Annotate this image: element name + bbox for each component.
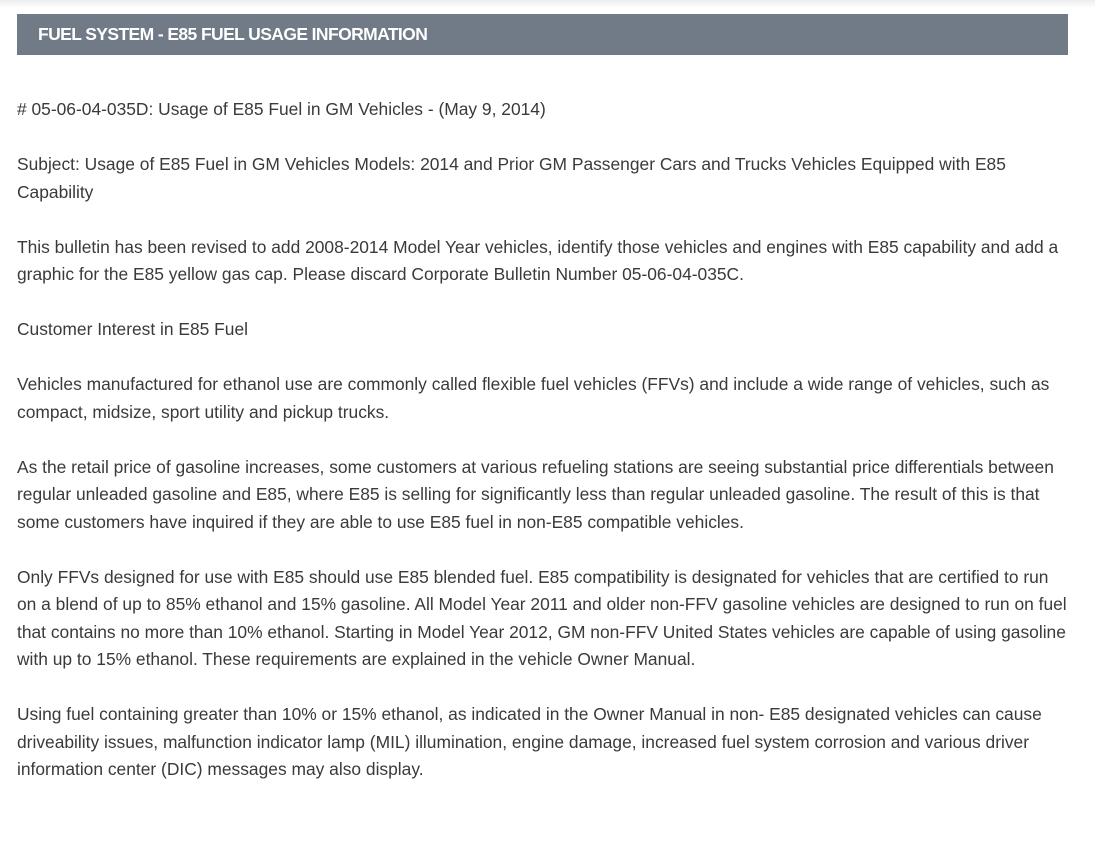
- subheading-customer-interest: Customer Interest in E85 Fuel: [17, 319, 249, 339]
- paragraph-usage-consequences: Using fuel containing greater than 10% or 15% ethanol, as indicated in the Owner Manual in non- E85 designated vehicles can cause driveability issues, malfunction indicator lamp (MIL) illumination, engine damage, increased fuel system corrosion and various driver information center (DIC) messages may also display.: [17, 704, 1042, 779]
- revision-note: This bulletin has been revised to add 2008-2014 Model Year vehicles, identify those vehicles and engines with E85 capability and add a graphic for the E85 yellow gas cap. Please discard Corporate Bulletin Number 05-06-04-035C.: [17, 236, 1059, 284]
- bulletin-subject: Subject: Usage of E85 Fuel in GM Vehicles Models: 2014 and Prior GM Passenger Cars and Trucks Vehicles Equipped with E85 Capability: [17, 154, 1006, 202]
- top-shadow: [0, 0, 1095, 8]
- bulletin-body: [17, 96, 1069, 811]
- section-title: FUEL SYSTEM - E85 FUEL USAGE INFORMATION: [38, 24, 428, 44]
- paragraph-e85-compatibility: Only FFVs designed for use with E85 should use E85 blended fuel. E85 compatibility is designated for vehicles that are certified to run on a blend of up to 85% ethanol and 15% gasoline. All Model Year 2011 and older non-FFV gasoline vehicles are designed to run on fuel that contains no more than 10% ethanol. Starting in Model Year 2012, GM non-FFV United States vehicles are capable of using gasoline with up to 15% ethanol. These requirements are explained in the vehicle Owner Manual.: [17, 566, 1067, 669]
- bulletin-number: # 05-06-04-035D: Usage of E85 Fuel in GM Vehicles - (May 9, 2014): [17, 99, 546, 119]
- paragraph-price-differentials: As the retail price of gasoline increases, some customers at various refueling stations are seeing substantial price differentials between regular unleaded gasoline and E85, where E85 is selling for significantly less than regular unleaded gasoline. The result of this is that some customers have inquired if they are able to use E85 fuel in non-E85 compatible vehicles.: [17, 456, 1054, 532]
- paragraph-ffv-definition: Vehicles manufactured for ethanol use are commonly called flexible fuel vehicles (FFVs) and include a wide range of vehicles, such as compact, midsize, sport utility and pickup trucks.: [17, 374, 1050, 422]
- section-header: [17, 14, 1068, 55]
